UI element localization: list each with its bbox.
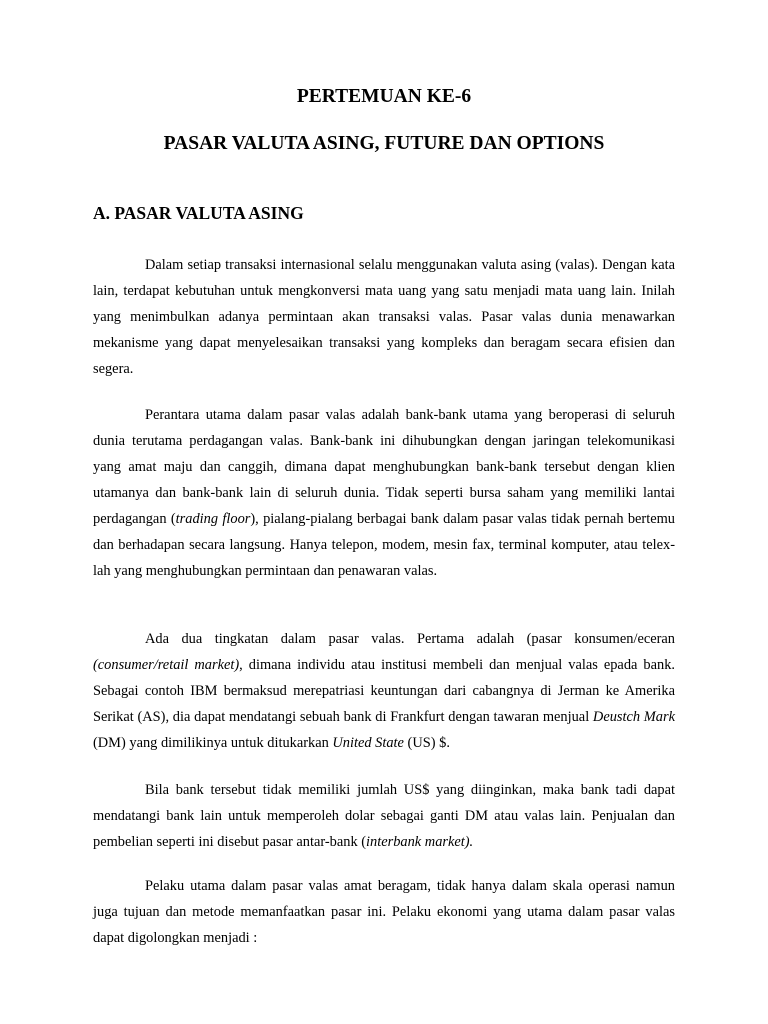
paragraph-4-text-a: Bila bank tersebut tidak memiliki jumlah US$ yang diinginkan, maka bank tadi dapat mendatangi bank lain untuk memperoleh dolar sebagai ganti DM atau valas lain. Penjualan dan pembelian seperti ini disebut pasar antar-bank (: [93, 782, 675, 850]
interbank-market-term: interbank market).: [366, 834, 474, 850]
paragraph-3-text-d: (DM) yang dimilikinya untuk ditukarkan: [93, 735, 333, 751]
paragraph-3-text-a: Ada dua tingkatan dalam pasar valas. Pertama adalah: [145, 631, 527, 647]
page-subheading: PASAR VALUTA ASING, FUTURE DAN OPTIONS: [163, 133, 605, 154]
page-heading: PERTEMUAN KE-6: [296, 86, 472, 107]
section-title: A. PASAR VALUTA ASING: [93, 203, 304, 223]
paragraph-1: [93, 252, 675, 382]
paragraph-5: [93, 873, 675, 951]
paragraph-2-text-a: Perantara utama dalam pasar valas adalah bank-bank utama yang beroperasi di seluruh dunia terutama perdagangan valas. Bank-bank ini dihubungkan dengan jaringan telekomunikasi yang amat maju dan canggih, dimana dapat menghubungkan bank-bank tersebut dengan klien utamanya dan bank-bank lain di seluruh dunia. Tidak seperti bursa saham yang memiliki lantai perdagangan (: [93, 407, 675, 527]
paragraph-5-text: Pelaku utama dalam pasar valas amat beragam, tidak hanya dalam skala operasi namun juga tujuan dan metode memanfaatkan pasar ini. Pelaku ekonomi yang utama dalam pasar valas dapat digolongkan menjadi :: [93, 878, 675, 946]
paragraph-4: [93, 777, 675, 855]
paragraph-3-text-e: (US) $.: [403, 735, 450, 751]
paragraph-3: [93, 626, 675, 756]
deustch-mark-term: Deustch Mark: [592, 709, 675, 725]
paragraph-2-text-b: ), pialang-pialang berbagai bank dalam pasar valas tidak pernah bertemu dan berhadapan secara langsung. Hanya telepon, modem, mesin fax, terminal komputer, atau telex-lah yang menghubungkan permintaan dan penawaran valas.: [93, 511, 676, 579]
paragraph-3-text-b: (pasar konsumen/eceran: [526, 631, 675, 647]
paragraph-2: [93, 402, 675, 584]
united-state-term: United State: [332, 735, 404, 751]
paragraph-3-text-c: , dimana individu atau institusi membeli dan menjual valas epada bank. Sebagai contoh IBM bermaksud merepatriasi keuntungan dari cabangnya di Jerman ke Amerika Serikat (AS), dia dapat mendatangi sebuah bank di Frankfurt dengan tawaran menjual: [93, 657, 675, 725]
trading-floor-term: trading floor: [175, 511, 251, 527]
consumer-market-term: (consumer/retail market): [93, 657, 240, 673]
paragraph-1-text: Dalam setiap transaksi internasional selalu menggunakan valuta asing (valas). Dengan kata lain, terdapat kebutuhan untuk mengkonversi mata uang yang satu menjadi mata uang lain. Inilah yang menimbulkan adanya permintaan akan transaksi valas. Pasar valas dunia menawarkan mekanisme yang dapat menyelesaikan transaksi yang kompleks dan beragam secara efisien dan segera.: [93, 257, 675, 377]
